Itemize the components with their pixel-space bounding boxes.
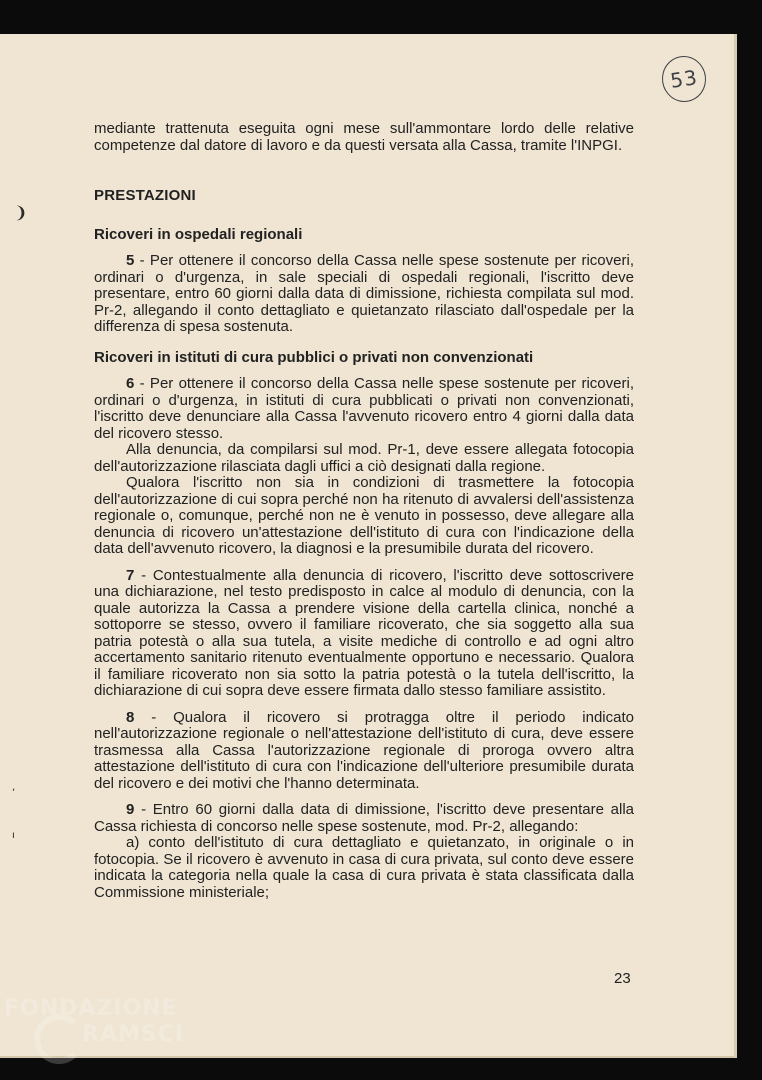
paragraph-8 bbox=[94, 710, 634, 793]
intro-paragraph: mediante trattenuta eseguita ogni mese sull'ammontare lordo delle relative competenze dal datore di lavoro e da questi versata alla Cassa, tramite l'INPGI. bbox=[94, 120, 634, 154]
scan-border bbox=[737, 34, 762, 1058]
paragraph-9 bbox=[94, 802, 634, 835]
paragraph-number: 5 bbox=[126, 252, 135, 269]
paragraph-text: - Per ottenere il concorso della Cassa nelle spese sostenute per ricoveri, ordinari o d'urgenza, in istituti di cura pubblicati o privati non convenzionati, l'iscritto deve denunciare alla Cassa l'avvenuto ricovero entro 4 giorni dalla data del ricovero stesso. bbox=[94, 375, 634, 442]
margin-mark: , bbox=[12, 782, 16, 793]
paragraph-5 bbox=[94, 253, 634, 336]
paragraph-7 bbox=[94, 568, 634, 700]
page-stamp: 53 bbox=[659, 53, 709, 105]
paragraph-number: 7 bbox=[126, 566, 135, 584]
paragraph-text: - Entro 60 giorni dalla data di dimissione, l'iscritto deve presentare alla Cassa richiesta di concorso nelle spese sostenute, mod. Pr-2, allegando: bbox=[94, 801, 634, 835]
paragraph-text: - Contestualmente alla denuncia di ricovero, l'iscritto deve sottoscrivere una dichiarazione, nel testo predisposto in calce al modulo di denuncia, con la quale autorizza la Cassa a prendere visione della cartella clinica, nonché a sottoporre se stesso, ovvero il familiare ricoverato, che sia soggetto alla sua patria potestà o alla sua tutela, a visite mediche di controllo e ad ogni altro accertamento sanitario ritenuto eventualmente opportuno e necessario. Qualora il familiare ricoverato non sia sotto la patria potestà o la tutela dell'iscritto, la dichiarazione di cui sopra deve essere firmata dallo stesso familiare assistito. bbox=[94, 566, 634, 699]
margin-mark: ❩ bbox=[14, 203, 28, 222]
paragraph-6b: Alla denuncia, da compilarsi sul mod. Pr-1, deve essere allegata fotocopia dell'autorizzazione rilasciata dagli uffici a ciò designati dalla regione. bbox=[94, 441, 634, 475]
watermark bbox=[4, 996, 184, 1048]
watermark-line2: RAMSCI bbox=[82, 1022, 185, 1047]
paragraph-text: - Qualora il ricovero si protragga oltre il periodo indicato nell'autorizzazione regionale o nell'attestazione dell'istituto di cura, deve essere trasmessa alla Cassa l'autorizzazione regionale di proroga ovvero altra attestazione dell'istituto di cura con l'indicazione dell'ulteriore presumibile durata del ricovero e dei motivi che l'hanno determinata. bbox=[94, 708, 634, 792]
paragraph-6 bbox=[94, 376, 634, 442]
paragraph-number: 8 bbox=[126, 708, 135, 726]
paragraph-number: 6 bbox=[126, 375, 135, 392]
subsection-title: Ricoveri in ospedali regionali bbox=[94, 225, 303, 243]
document-body bbox=[94, 121, 634, 901]
paragraph-text: - Per ottenere il concorso della Cassa nelle spese sostenute per ricoveri, ordinari o d'urgenza, in sale speciali di ospedali regionali, l'iscritto deve presentare, entro 60 giorni dalla data di dimissione, richiesta compilata sul mod. Pr-2, allegando il conto dettagliato e quietanzato rilasciato dall'ospedale per la differenza di spesa sostenuta. bbox=[94, 252, 634, 335]
watermark-logo-icon bbox=[34, 1014, 84, 1064]
page-number: 23 bbox=[614, 970, 631, 987]
margin-mark: ı bbox=[12, 830, 15, 841]
section-title: PRESTAZIONI bbox=[94, 187, 196, 204]
paragraph-number: 9 bbox=[126, 801, 135, 818]
watermark-line1: FONDAZIONE bbox=[4, 996, 178, 1021]
paragraph-6c: Qualora l'iscritto non sia in condizioni di trasmettere la fotocopia dell'autorizzazione di cui sopra perché non ha ritenuto di avvalersi dell'assistenza regionale o, comunque, perché non ne è venuto in possesso, deve allegare alla denuncia di ricovero un'attestazione dell'istituto di cura con l'indicazione della data dell'avvenuto ricovero, la diagnosi e la presumibile durata del ricovero. bbox=[94, 474, 634, 557]
paragraph-9a: a) conto dell'istituto di cura dettagliato e quietanzato, in originale o in fotocopia. Se il ricovero è avvenuto in casa di cura privata, sul conto deve essere indicata la categoria nella quale la casa di cura privata è stata classificata dalla Commissione ministeriale; bbox=[94, 834, 634, 901]
subsection-title: Ricoveri in istituti di cura pubblici o privati non convenzionati bbox=[94, 348, 534, 366]
